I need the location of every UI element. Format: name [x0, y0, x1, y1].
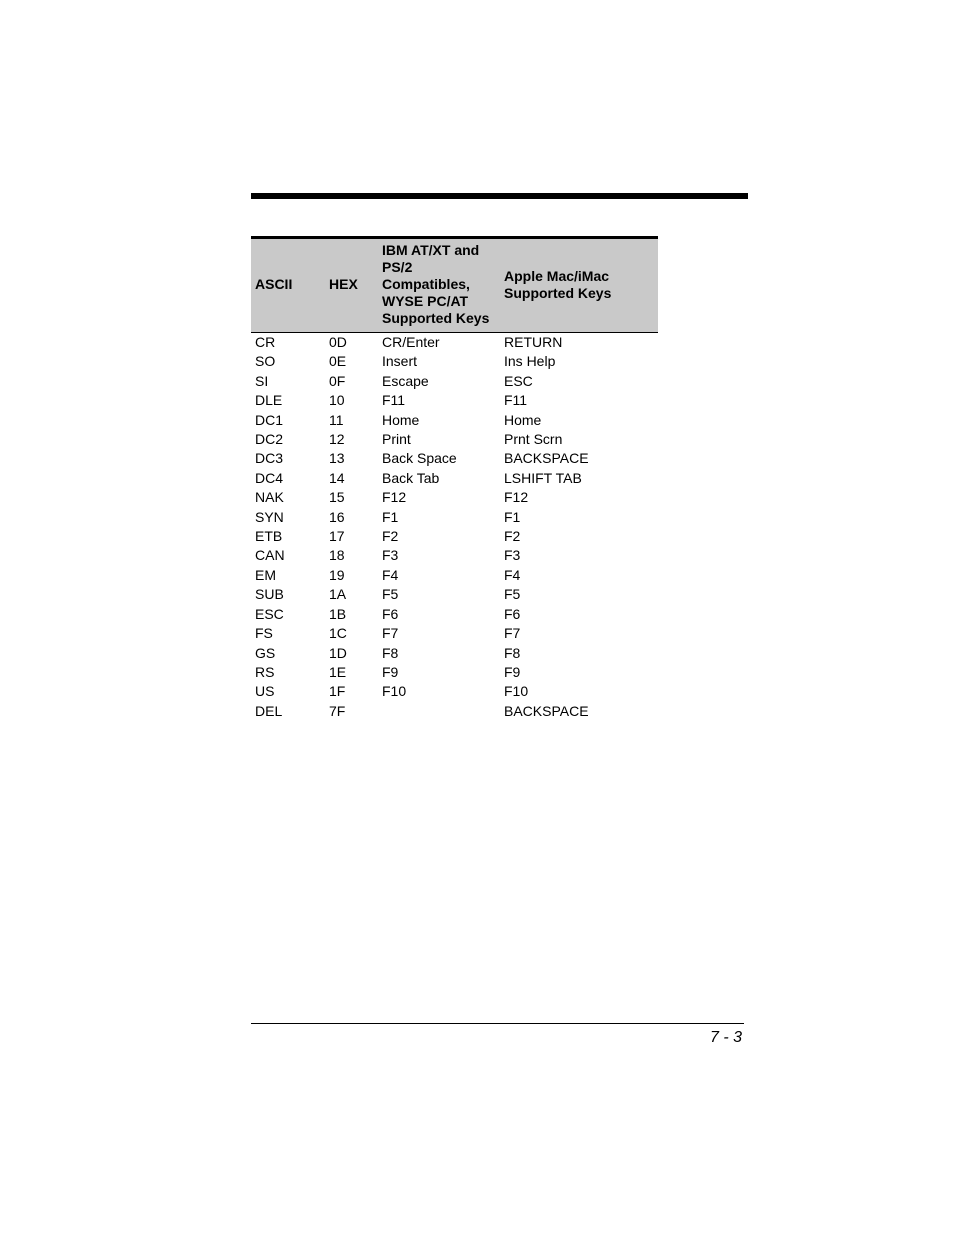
table-header-row	[251, 238, 658, 333]
cell-apple-key: F4	[504, 566, 521, 583]
cell-hex: 1F	[329, 683, 346, 700]
table-row	[251, 449, 658, 468]
cell-ibm-key: F10	[382, 683, 407, 700]
footer-rule	[251, 1023, 744, 1024]
table-row	[251, 566, 658, 585]
table-body	[251, 333, 658, 722]
cell-ascii: NAK	[255, 489, 284, 506]
cell-hex: 1D	[329, 644, 347, 661]
cell-ibm-key: CR/Enter	[382, 334, 440, 350]
cell-apple-key: F10	[504, 683, 529, 700]
table-row	[251, 488, 658, 507]
cell-hex: 11	[329, 411, 344, 428]
cell-apple-key: RETURN	[504, 334, 563, 350]
cell-apple-key: F2	[504, 528, 521, 545]
cell-ibm-key: F1	[382, 508, 399, 525]
table-row	[251, 411, 658, 430]
table-header	[251, 238, 658, 333]
cell-apple-key: F6	[504, 605, 521, 622]
header-ibm-line: PS/2	[382, 259, 413, 275]
table-row	[251, 391, 658, 410]
cell-ascii: CR	[255, 334, 276, 350]
table-row	[251, 333, 658, 353]
cell-hex: 1A	[329, 586, 347, 603]
cell-ibm-key: F2	[382, 528, 399, 545]
cell-hex: 14	[329, 469, 345, 486]
cell-apple-key: F3	[504, 547, 521, 564]
cell-apple-key: F9	[504, 663, 521, 680]
table-row	[251, 469, 658, 488]
cell-ibm-key: F12	[382, 489, 407, 506]
cell-ascii: ESC	[255, 605, 284, 622]
header-ibm	[378, 238, 500, 333]
header-ibm-line: Supported Keys	[382, 310, 490, 326]
table-row	[251, 546, 658, 565]
cell-apple-key: F8	[504, 644, 521, 661]
cell-apple-key: Prnt Scrn	[504, 431, 563, 448]
cell-ascii: US	[255, 683, 275, 700]
cell-ibm-key: Print	[382, 431, 411, 448]
header-ascii: ASCII	[255, 276, 293, 292]
cell-apple-key: F12	[504, 489, 529, 506]
cell-apple-key: F11	[504, 392, 528, 409]
cell-hex: 10	[329, 392, 345, 409]
table-row	[251, 585, 658, 604]
cell-ascii: FS	[255, 625, 273, 642]
cell-ibm-key: F11	[382, 392, 406, 409]
cell-hex: 0E	[329, 353, 347, 370]
cell-apple-key: F5	[504, 586, 521, 603]
header-apple-line: Supported Keys	[504, 284, 612, 301]
cell-hex: 0F	[329, 372, 346, 389]
cell-ibm-key: F4	[382, 566, 399, 583]
cell-ascii: SYN	[255, 508, 284, 525]
cell-ascii: SO	[255, 353, 276, 370]
cell-ibm-key: Back Tab	[382, 469, 440, 486]
cell-hex: 17	[329, 528, 345, 545]
cell-apple-key: ESC	[504, 372, 533, 389]
cell-ibm-key: Home	[382, 411, 420, 428]
header-ibm-line: WYSE PC/AT	[382, 293, 469, 309]
cell-ibm-key: F9	[382, 663, 399, 680]
table-row	[251, 372, 658, 391]
page-number: 7 - 3	[709, 1029, 742, 1046]
key-mapping-table	[251, 236, 658, 721]
cell-hex: 1E	[329, 663, 347, 680]
table-row	[251, 605, 658, 624]
table-row	[251, 508, 658, 527]
cell-hex: 1B	[329, 605, 347, 622]
cell-ascii: GS	[255, 644, 276, 661]
cell-hex: 16	[329, 508, 345, 525]
cell-apple-key: F1	[504, 508, 521, 525]
table-row	[251, 702, 658, 721]
cell-apple-key: BACKSPACE	[504, 450, 589, 467]
cell-apple-key: Home	[504, 411, 542, 428]
table-row	[251, 352, 658, 371]
cell-ascii: DC1	[255, 411, 284, 428]
header-hex: HEX	[329, 276, 358, 292]
header-apple	[500, 238, 658, 333]
cell-ascii: DC3	[255, 450, 284, 467]
cell-apple-key: F7	[504, 625, 521, 642]
cell-hex: 13	[329, 450, 345, 467]
cell-ascii: RS	[255, 663, 275, 680]
cell-ascii: DC4	[255, 469, 284, 486]
cell-apple-key: LSHIFT TAB	[504, 469, 582, 486]
cell-ibm-key: F6	[382, 605, 399, 622]
cell-ibm-key: F7	[382, 625, 399, 642]
cell-ascii: DLE	[255, 392, 283, 409]
cell-apple-key: Ins Help	[504, 353, 556, 370]
cell-ibm-key: F3	[382, 547, 399, 564]
cell-ibm-key	[378, 702, 500, 721]
cell-ascii: DEL	[255, 702, 283, 719]
table-row	[251, 644, 658, 663]
cell-hex: 15	[329, 489, 345, 506]
cell-ascii: SUB	[255, 586, 284, 603]
header-ibm-line: Compatibles,	[382, 276, 470, 292]
table-row	[251, 624, 658, 643]
table-row	[251, 527, 658, 546]
cell-ibm-key: F5	[382, 586, 399, 603]
header-ibm-line: IBM AT/XT and	[382, 242, 480, 258]
table-row	[251, 663, 658, 682]
cell-hex: 7F	[329, 702, 346, 719]
cell-ascii: DC2	[255, 431, 284, 448]
cell-apple-key: BACKSPACE	[504, 702, 589, 719]
cell-ibm-key: F8	[382, 644, 399, 661]
cell-hex: 1C	[329, 625, 347, 642]
cell-ascii: EM	[255, 566, 276, 583]
cell-ibm-key: Escape	[382, 372, 429, 389]
cell-hex: 12	[329, 431, 345, 448]
cell-ibm-key: Back Space	[382, 450, 457, 467]
table-row	[251, 682, 658, 701]
cell-ibm-key: Insert	[382, 353, 418, 370]
header-apple-line: Apple Mac/iMac	[504, 267, 610, 284]
cell-hex: 18	[329, 547, 345, 564]
top-rule	[251, 193, 748, 199]
table-row	[251, 430, 658, 449]
cell-hex: 0D	[329, 334, 347, 350]
cell-hex: 19	[329, 566, 345, 583]
cell-ascii: CAN	[255, 547, 285, 564]
cell-ascii: SI	[255, 372, 269, 389]
cell-ascii: ETB	[255, 528, 283, 545]
